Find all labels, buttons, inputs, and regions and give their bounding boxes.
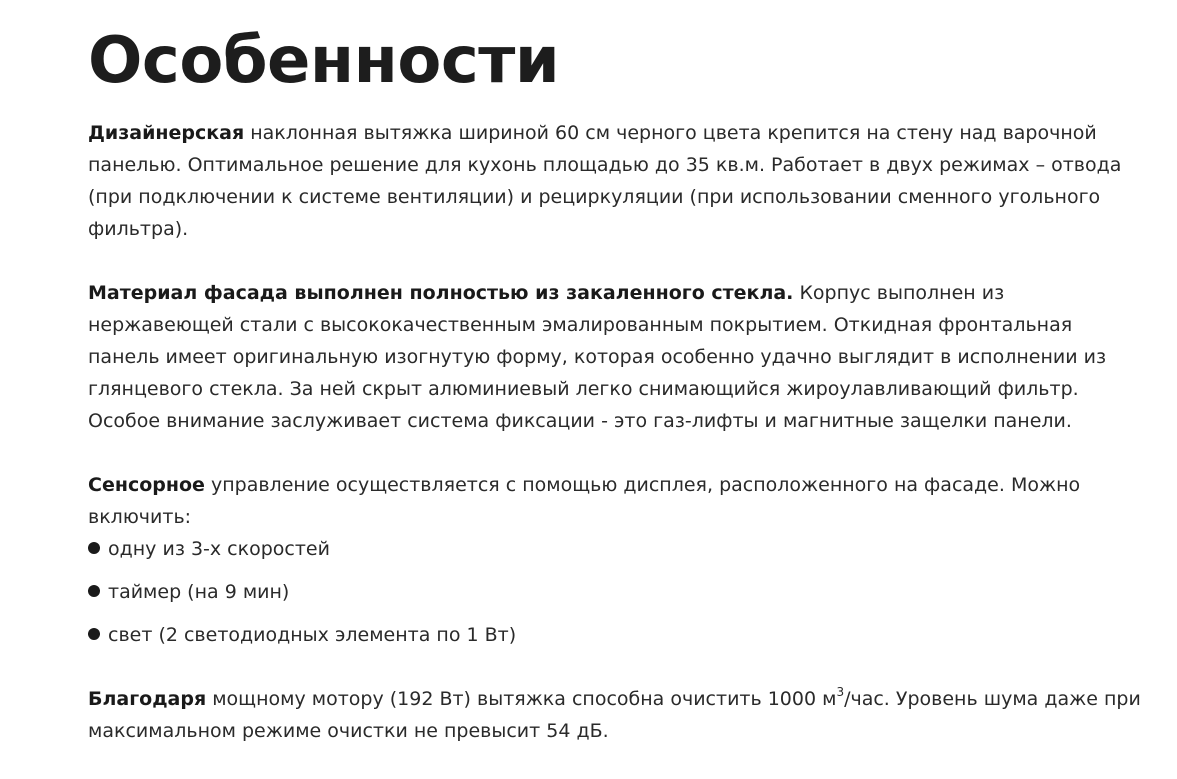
- paragraph-material-text: Корпус выполнен из нержавеющей стали с высококачественным эмалированным покрытием. Откидная фронтальная панель имеет оригинальную изогнутую форму, которая особенно удачно выглядит в исполнении из глянцевого стекла. За ней скрыт алюминиевый легко снимающийся жироулавливающий фильтр. Особое внимание заслуживает система фиксации - это газ-лифты и магнитные защелки панели.: [88, 282, 1107, 432]
- paragraph-sensor: [88, 469, 1148, 533]
- paragraph-material: [88, 277, 1148, 437]
- list-item: [88, 619, 1148, 651]
- superscript: 3: [836, 685, 845, 699]
- paragraph-motor-text-before: мощному мотору (192 Вт) вытяжка способна очистить 1000 м: [206, 688, 837, 710]
- paragraph-motor: [88, 683, 1148, 747]
- feature-list: [88, 533, 1148, 651]
- paragraph-design-bold: Дизайнерская: [88, 122, 245, 144]
- list-item-text: таймер (на 9 мин): [108, 581, 290, 603]
- bullet-icon: [88, 585, 100, 597]
- paragraph-motor-bold: Благодаря: [88, 688, 207, 710]
- bullet-icon: [88, 542, 100, 554]
- features-section: [88, 22, 1148, 779]
- list-item: [88, 576, 1148, 608]
- bullet-icon: [88, 628, 100, 640]
- paragraph-design-text: наклонная вытяжка шириной 60 см черного цвета крепится на стену над варочной панелью. Оптимальное решение для кухонь площадью до 35 кв.м. Работает в двух режимах – отвода (при подключении к системе вентиляции) и рециркуляции (при использовании сменного угольного фильтра).: [88, 122, 1122, 240]
- paragraph-design: [88, 117, 1148, 245]
- paragraph-sensor-bold: Сенсорное: [88, 474, 205, 496]
- paragraph-sensor-text: управление осуществляется с помощью дисплея, расположенного на фасаде. Можно включить:: [88, 474, 1081, 528]
- paragraph-motor-text-after: /час. Уровень шума даже при максимальном режиме очистки не превысит 54 дБ.: [88, 688, 1141, 742]
- list-item: [88, 533, 1148, 565]
- list-item-text: свет (2 светодиодных элемента по 1 Вт): [108, 624, 517, 646]
- list-item-text: одну из 3-х скоростей: [108, 538, 330, 560]
- paragraph-material-bold: Материал фасада выполнен полностью из закаленного стекла.: [88, 282, 794, 304]
- page-title: Особенности: [88, 24, 560, 98]
